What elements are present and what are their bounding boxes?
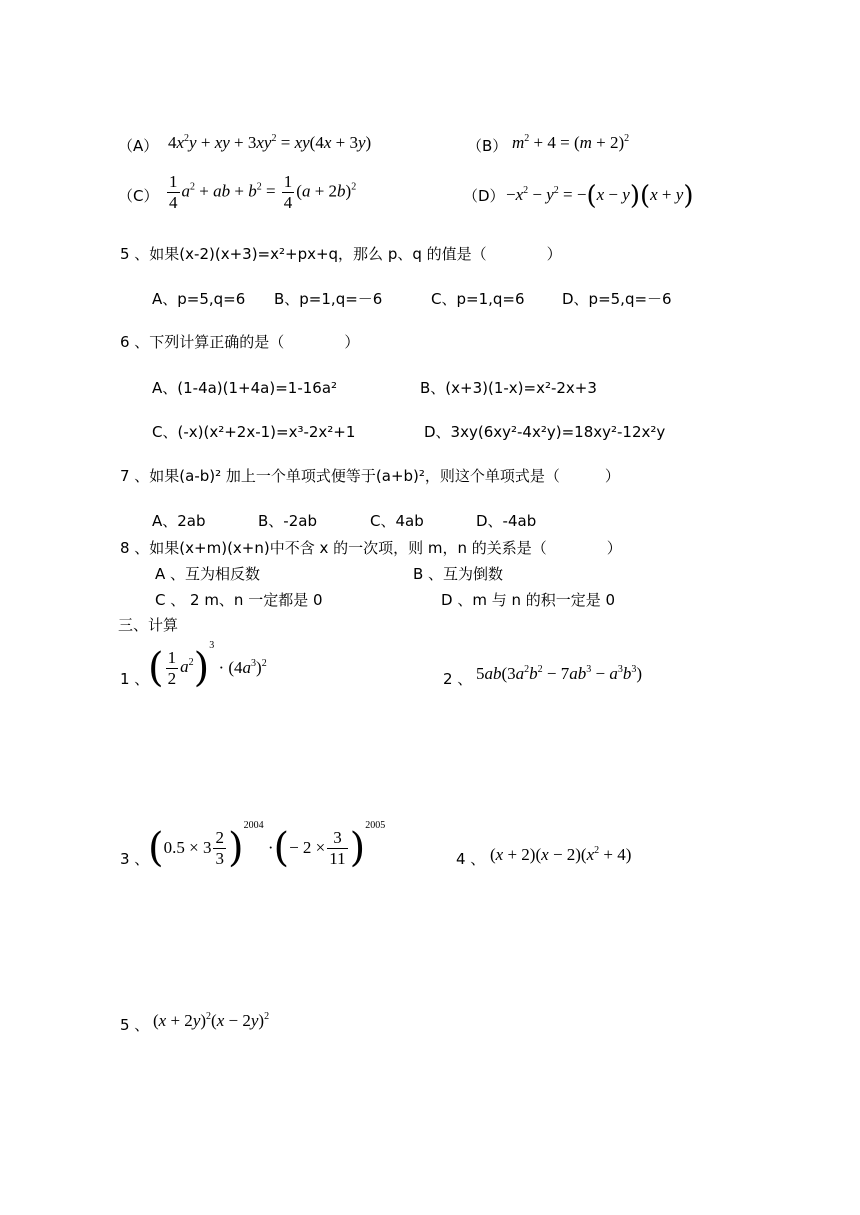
section-title: 三、计算 <box>118 616 179 634</box>
calc-4-formula: $(x + 2)(x - 2)(x^2 + 4)$ <box>490 845 632 864</box>
option-a-label: （A） <box>118 137 159 155</box>
q7-option-b: B、-2ab <box>258 512 317 530</box>
q6-option-b: B、(x+3)(1-x)=x²-2x+3 <box>420 379 597 397</box>
q5-option-c: C、p=1,q=6 <box>431 290 525 308</box>
q7-option-c: C、4ab <box>370 512 424 530</box>
q7-option-d: D、-4ab <box>476 512 537 530</box>
q7-option-a: A、2ab <box>152 512 206 530</box>
calc-2-formula: $5ab(3a^2b^2 - 7ab^3 - a^3b^3)$ <box>476 664 643 683</box>
option-c-label: （C） <box>118 187 159 205</box>
q6-option-c: C、(-x)(x²+2x-1)=x³-2x²+1 <box>152 423 356 441</box>
calc-5-formula: $(x + 2y)^2(x - 2y)^2$ <box>153 1011 270 1030</box>
option-b-label: （B） <box>467 137 508 155</box>
q5-option-a: A、p=5,q=6 <box>152 290 246 308</box>
option-d-label: （D） <box>463 187 505 205</box>
option-a-formula: $4x^2y$ + xy + $3xy^2 = xy(4x + 3y)$ <box>168 133 372 152</box>
calc-1-formula: ( $\frac{1}{2}$ $a^2)^3 \cdot (4a^3)^2$ <box>148 640 267 692</box>
calc-3-formula: (0.5 × 3 $\frac{2}{3}$ )$^{2004}$ ·(− 2 × $\frac{3}{11}$ )$^{2005}$ <box>148 820 386 872</box>
calc-1-number: 1 、 <box>120 670 150 688</box>
q5-stem: 5 、如果(x-2)(x+3)=x²+px+q，那么 p、q 的值是（ ） <box>120 245 562 263</box>
q6-option-a: A、(1-4a)(1+4a)=1-16a² <box>152 379 338 397</box>
calc-3-number: 3 、 <box>120 850 150 868</box>
q8-stem: 8 、如果(x+m)(x+n)中不含 x 的一次项，则 m，n 的关系是（ ） <box>120 539 622 557</box>
q8-option-c: C 、 2 m、n 一定都是 0 <box>155 591 323 609</box>
option-b-formula: $m^2 + 4 = (m + 2)^2$ <box>512 133 630 152</box>
calc-4-number: 4 、 <box>456 850 486 868</box>
q5-option-b: B、p=1,q=－6 <box>274 290 383 308</box>
option-d-formula: $-x^2 - y^2 = -(x - y)(x + y)$ <box>506 181 694 211</box>
q8-option-a: A 、互为相反数 <box>155 565 261 583</box>
q5-option-d: D、p=5,q=－6 <box>562 290 672 308</box>
q8-option-b: B 、互为倒数 <box>413 565 504 583</box>
q6-stem: 6 、下列计算正确的是（ ） <box>120 333 360 351</box>
calc-5-number: 5 、 <box>120 1016 150 1034</box>
q8-option-d: D 、m 与 n 的积一定是 0 <box>441 591 616 609</box>
q6-option-d: D、3xy(6xy²-4x²y)=18xy²-12x²y <box>424 423 666 441</box>
calc-2-number: 2 、 <box>443 670 473 688</box>
option-c-formula: $\frac{1}{4}$ $a^2$ + ab + $b^2$ = $\frac{1}{4}$ $(a + 2b)^2$ <box>169 172 357 212</box>
q7-stem: 7 、如果(a-b)² 加上一个单项式便等于(a+b)²，则这个单项式是（ ） <box>120 467 620 485</box>
